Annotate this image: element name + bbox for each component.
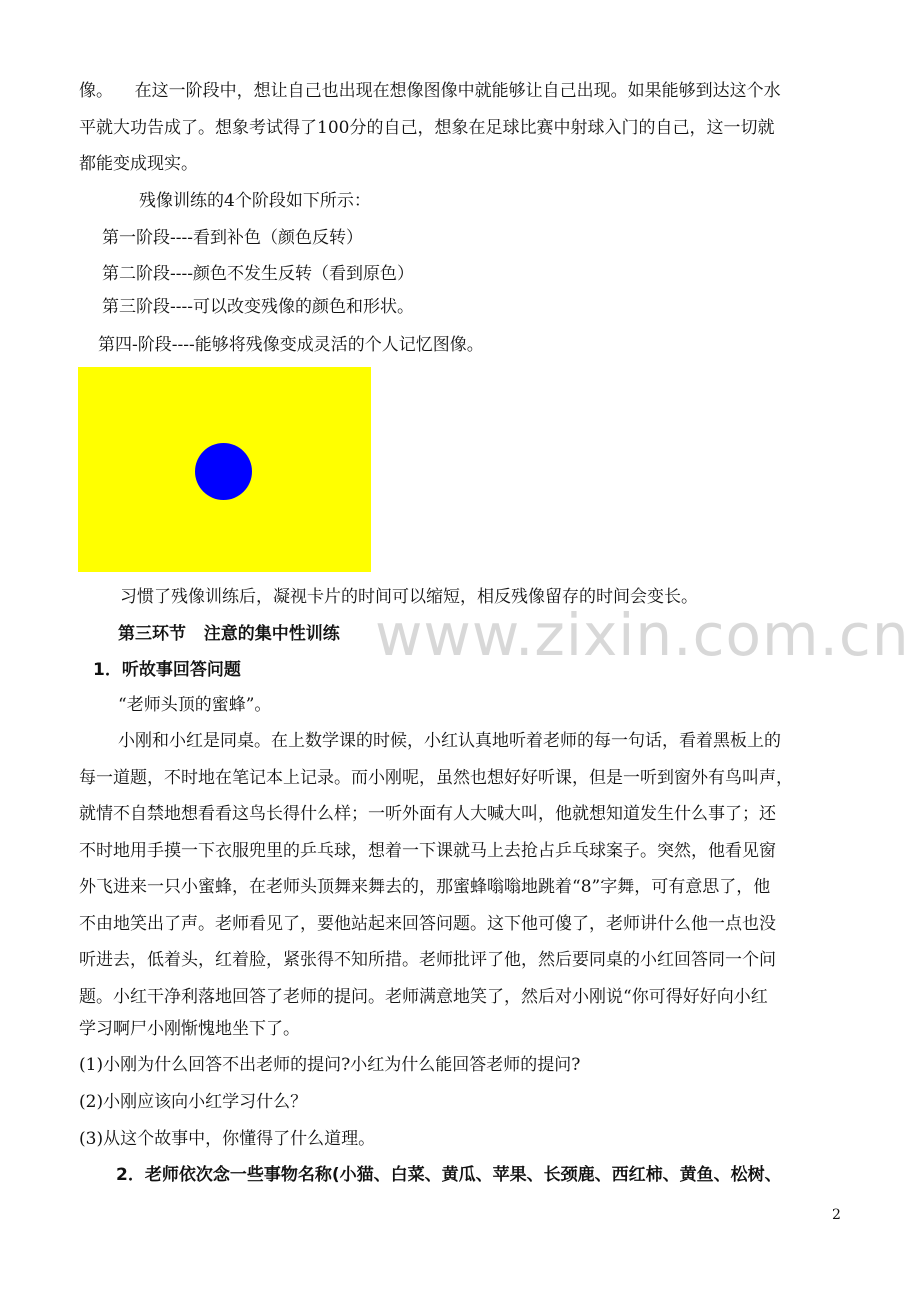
text-line: 平就大功告成了。想象考试得了100分的自己，想象在足球比赛中射球入门的自己，这一切就 xyxy=(79,118,775,138)
story-title: “老师头顶的蜜蜂”。 xyxy=(118,695,272,715)
watermark: www.zixin.com.cn xyxy=(375,601,910,669)
story-line: 小刚和小红是同桌。在上数学课的时候，小红认真地听着老师的每一句话，看着黑板上的 xyxy=(118,731,781,751)
stage-item: 第二阶段----颜色不发生反转（看到原色） xyxy=(102,264,414,284)
stage-item: 第三阶段----可以改变残像的颜色和形状。 xyxy=(102,297,414,317)
afterimage-card xyxy=(78,367,371,572)
text-line: 都能变成现实。 xyxy=(79,154,198,174)
stage-item: 第四-阶段----能够将残像变成灵活的个人记忆图像。 xyxy=(98,335,484,355)
stage-item: 第一阶段----看到补色（颜色反转） xyxy=(102,228,363,248)
item-2-line xyxy=(116,1165,782,1185)
question-item: (2)小刚应该向小红学习什么？ xyxy=(79,1092,308,1112)
story-line: 就情不自禁地想看看这鸟长得什么样；一听外面有人大喊大叫，他就想知道发生什么事了；还 xyxy=(79,804,776,824)
item-2-text: 2．老师依次念一些事物名称(小猫、白菜、黄瓜、苹果、长颈鹿、西红柿、黄鱼、松树、 xyxy=(116,1165,782,1185)
text-line: 像。 在这一阶段中，想让自己也出现在想像图像中就能够让自己出现。如果能够到达这个水 xyxy=(79,81,781,101)
story-line: 不时地用手摸一下衣服兜里的乒乓球，想着一下课就马上去抢占乒乓球案子。突然，他看见窗 xyxy=(79,841,776,861)
story-line: 听进去，低着头，红着脸，紧张得不知所措。老师批评了他，然后要同桌的小红回答同一个问 xyxy=(79,950,776,970)
story-line: 不由地笑出了声。老师看见了，要他站起来回答问题。这下他可傻了，老师讲什么他一点也没 xyxy=(79,914,776,934)
section-title: 第三环节 注意的集中性训练 xyxy=(118,624,340,644)
page-number: 2 xyxy=(832,1207,841,1223)
story-line: 外飞进来一只小蜜蜂，在老师头顶舞来舞去的，那蜜蜂嗡嗡地跳着“8”字舞，可有意思了，他 xyxy=(79,877,771,897)
stages-intro: 残像训练的4个阶段如下所示： xyxy=(139,191,371,211)
story-line: 每一道题，不时地在笔记本上记录。而小刚呢，虽然也想好好听课，但是一听到窗外有鸟叫声， xyxy=(79,768,793,788)
story-line: 题。小红干净利落地回答了老师的提问。老师满意地笑了，然后对小刚说“你可得好好向小红 xyxy=(79,987,768,1007)
story-line: 学习啊尸小刚惭愧地坐下了。 xyxy=(79,1019,300,1039)
blue-dot xyxy=(195,443,252,500)
after-card-text: 习惯了残像训练后，凝视卡片的时间可以缩短，相反残像留存的时间会变长。 xyxy=(120,587,698,607)
question-item: (1)小刚为什么回答不出老师的提问?小红为什么能回答老师的提问? xyxy=(79,1055,581,1075)
question-item: (3)从这个故事中，你懂得了什么道理。 xyxy=(79,1129,376,1149)
item-1-title: 1．听故事回答问题 xyxy=(93,660,241,680)
